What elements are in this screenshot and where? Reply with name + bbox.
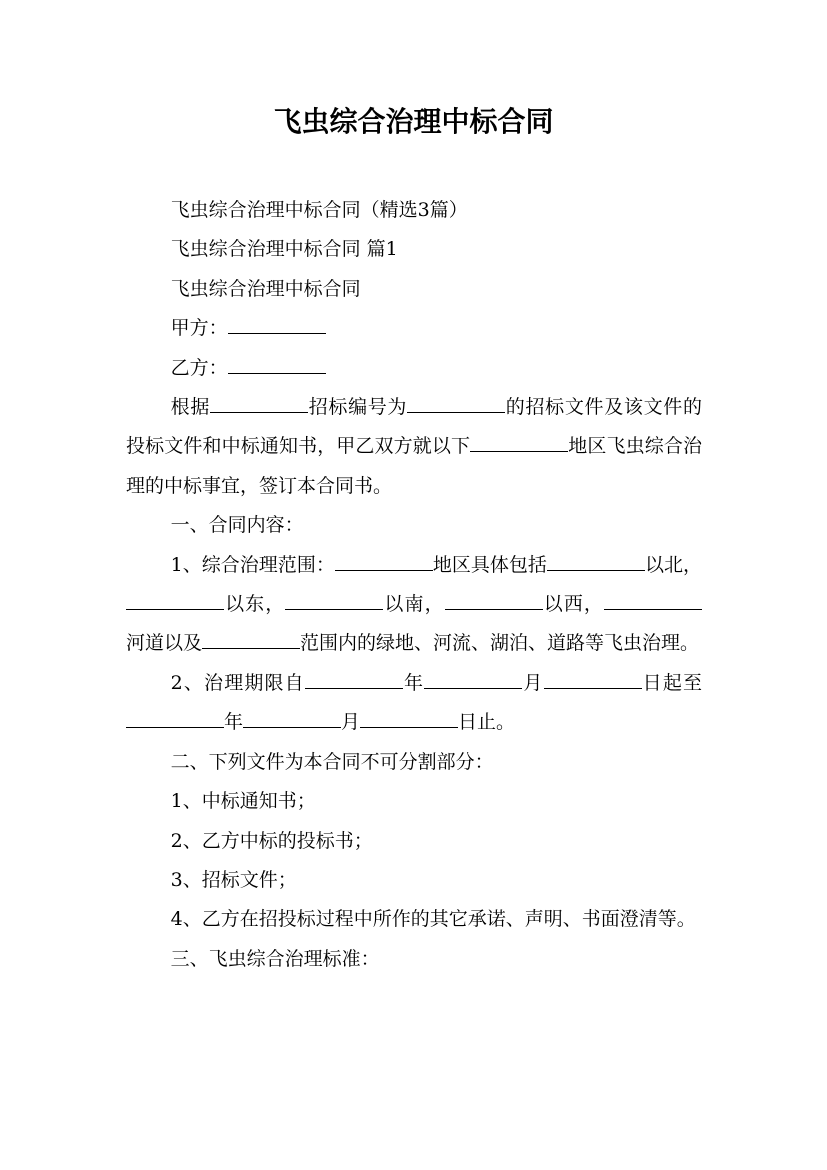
paragraph-chapter-heading: 飞虫综合治理中标合同 篇1 bbox=[170, 238, 398, 261]
text-segment: 以北， bbox=[644, 553, 702, 576]
text-segment: 月 bbox=[341, 711, 361, 734]
blank-line bbox=[228, 332, 326, 334]
text-segment: 年 bbox=[224, 711, 244, 734]
text-segment: 月 bbox=[522, 671, 544, 694]
section-2-item-3: 3、招标文件； bbox=[170, 868, 297, 891]
document-body bbox=[126, 191, 702, 979]
text-segment: 日止。 bbox=[458, 711, 516, 734]
paragraph-basis bbox=[126, 388, 702, 506]
text-segment: 以东， bbox=[224, 593, 286, 616]
text-segment: 以南， bbox=[383, 593, 445, 616]
blank-line bbox=[202, 647, 300, 649]
party-a-label: 甲方： bbox=[170, 317, 228, 340]
text-segment: 地区具体包括 bbox=[432, 553, 547, 576]
section-2-heading: 二、下列文件为本合同不可分割部分： bbox=[170, 750, 494, 773]
blank-line bbox=[547, 569, 645, 571]
paragraph-contract-name: 飞虫综合治理中标合同 bbox=[170, 277, 361, 300]
blank-line bbox=[445, 608, 543, 610]
blank-line bbox=[126, 608, 224, 610]
blank-line bbox=[360, 726, 458, 728]
party-b-line bbox=[126, 349, 702, 388]
text-segment: 根据 bbox=[170, 396, 211, 419]
blank-line bbox=[407, 411, 505, 413]
text-segment: 招标编号为 bbox=[308, 396, 408, 419]
blank-line bbox=[285, 608, 383, 610]
blank-line bbox=[544, 687, 642, 689]
text-segment: 范围内的绿地、河流、湖泊、道路等飞虫治理。 bbox=[300, 632, 700, 655]
text-segment: 1、综合治理范围： bbox=[170, 553, 335, 576]
blank-line bbox=[604, 608, 702, 610]
blank-line bbox=[424, 687, 522, 689]
section-3-heading: 三、飞虫综合治理标准： bbox=[170, 947, 380, 970]
text-segment: 的招标文件及该文件的投标文件和中标通知书，甲乙双方就以下 bbox=[126, 396, 702, 458]
paragraph-subtitle: 飞虫综合治理中标合同（精选3篇） bbox=[170, 199, 468, 221]
blank-line bbox=[228, 372, 326, 374]
blank-line bbox=[243, 726, 341, 728]
section-2-item-4: 4、乙方在招投标过程中所作的其它承诺、声明、书面澄清等。 bbox=[170, 908, 696, 931]
text-segment: 日起至 bbox=[641, 671, 702, 694]
party-a-line bbox=[126, 309, 702, 348]
text-segment: 以西， bbox=[542, 593, 604, 616]
blank-line bbox=[305, 687, 403, 689]
document-title: 飞虫综合治理中标合同 bbox=[273, 105, 554, 138]
section-1-item-2 bbox=[126, 664, 702, 743]
blank-line bbox=[470, 450, 568, 452]
blank-line bbox=[126, 726, 224, 728]
section-2-item-1: 1、中标通知书； bbox=[170, 790, 316, 813]
text-segment: 2、治理期限自 bbox=[170, 671, 305, 694]
section-2-item-2: 2、乙方中标的投标书； bbox=[170, 829, 373, 852]
section-1-item-1 bbox=[126, 546, 702, 664]
text-segment: 河道以及 bbox=[126, 632, 203, 655]
party-b-label: 乙方： bbox=[170, 356, 228, 379]
section-1-heading: 一、合同内容： bbox=[170, 514, 304, 537]
text-segment: 地区飞虫综合治理的中标事宜，签订本合同书。 bbox=[126, 435, 702, 497]
blank-line bbox=[210, 411, 308, 413]
blank-line bbox=[335, 569, 433, 571]
text-segment: 年 bbox=[402, 671, 425, 694]
